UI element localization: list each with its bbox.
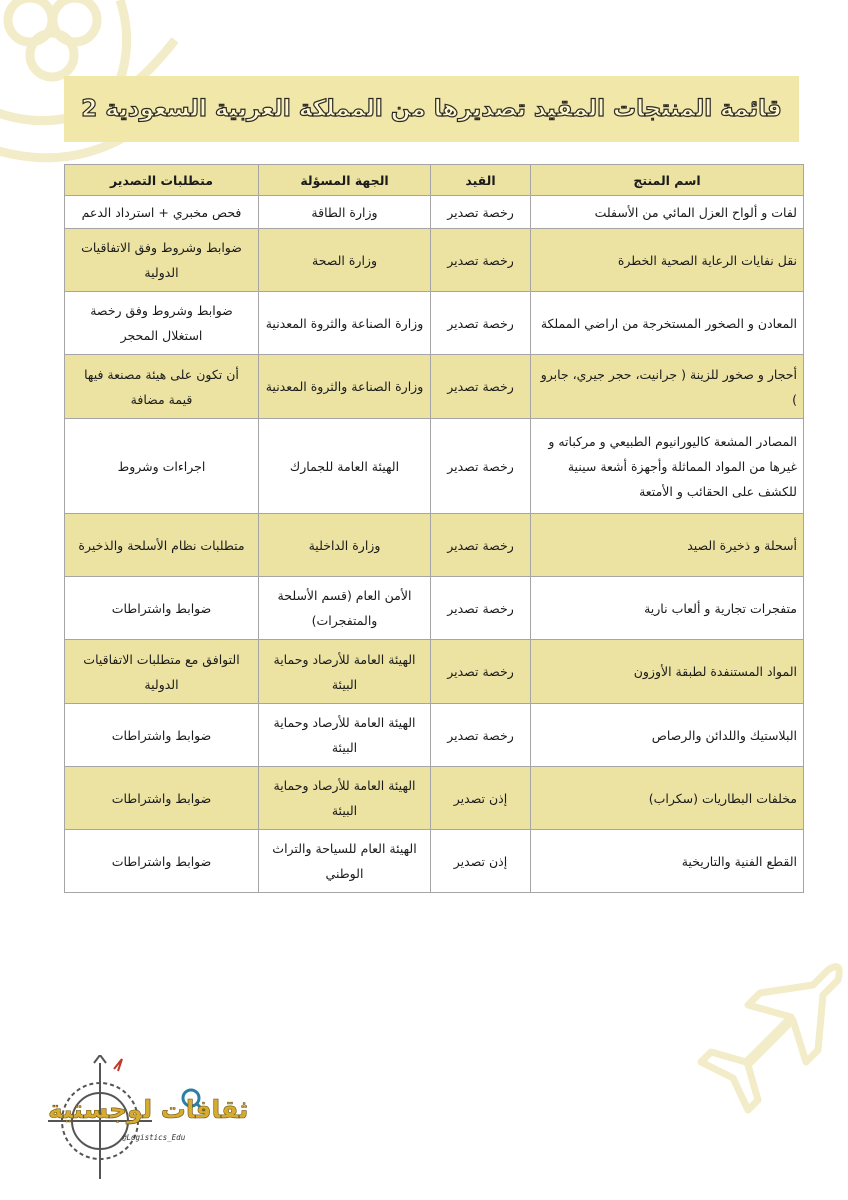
cell-authority: وزارة الصحة <box>259 229 431 292</box>
cell-requirements: متطلبات نظام الأسلحة والذخيرة <box>65 514 259 577</box>
cell-authority: وزارة الداخلية <box>259 514 431 577</box>
cell-product: أحجار و صخور للزينة ( جرانيت، حجر جيري، جابرو ) <box>531 355 804 419</box>
cell-product: البلاستيك واللدائن والرصاص <box>531 704 804 767</box>
table-row <box>65 419 804 514</box>
header-requirements: متطلبات التصدير <box>65 165 259 196</box>
cell-product: المواد المستنفدة لطبقة الأوزون <box>531 640 804 704</box>
cell-requirements: اجراءات وشروط <box>65 419 259 514</box>
cell-product: لفات و ألواح العزل المائي من الأسفلت <box>531 196 804 229</box>
cell-restriction: رخصة تصدير <box>431 292 531 355</box>
header-authority: الجهة المسؤلة <box>259 165 431 196</box>
table-row <box>65 229 804 292</box>
cell-authority: وزارة الصناعة والثروة المعدنية <box>259 355 431 419</box>
cell-requirements: فحص مخبري + استرداد الدعم <box>65 196 259 229</box>
cell-product: المعادن و الصخور المستخرجة من اراضي المملكة <box>531 292 804 355</box>
cell-restriction: رخصة تصدير <box>431 355 531 419</box>
cell-restriction: رخصة تصدير <box>431 577 531 640</box>
cell-authority: الهيئة العامة للجمارك <box>259 419 431 514</box>
table-row <box>65 767 804 830</box>
cell-product: المصادر المشعة كاليورانيوم الطبيعي و مركباته و غيرها من المواد المماثلة وأجهزة أشعة سينية للكشف على الحقائب و الأمتعة <box>531 419 804 514</box>
logo-title: ثقافات لوجستية <box>48 1095 249 1124</box>
table-row <box>65 196 804 229</box>
cell-requirements: ضوابط واشتراطات <box>65 767 259 830</box>
cell-restriction: رخصة تصدير <box>431 196 531 229</box>
cell-requirements: التوافق مع متطلبات الاتفاقيات الدولية <box>65 640 259 704</box>
cell-requirements: ضوابط واشتراطات <box>65 577 259 640</box>
table-header-row <box>65 165 804 196</box>
table-row <box>65 292 804 355</box>
header-restriction: القيد <box>431 165 531 196</box>
cell-restriction: رخصة تصدير <box>431 229 531 292</box>
title-banner <box>64 76 799 142</box>
table-row <box>65 704 804 767</box>
airplane-icon <box>598 950 848 1200</box>
logo-handle: @Logistics_Edu <box>122 1133 186 1142</box>
cell-restriction: إذن تصدير <box>431 767 531 830</box>
cell-requirements: ضوابط واشتراطات <box>65 704 259 767</box>
cell-restriction: رخصة تصدير <box>431 419 531 514</box>
cell-restriction: إذن تصدير <box>431 830 531 893</box>
cell-requirements: ضوابط وشروط وفق رخصة استغلال المحجر <box>65 292 259 355</box>
table-row <box>65 577 804 640</box>
cell-restriction: رخصة تصدير <box>431 514 531 577</box>
table-row <box>65 355 804 419</box>
cell-product: القطع الفنية والتاريخية <box>531 830 804 893</box>
cell-authority: الهيئة العامة للأرصاد وحماية البيئة <box>259 767 431 830</box>
cell-restriction: رخصة تصدير <box>431 640 531 704</box>
cell-product: مخلفات البطاريات (سكراب) <box>531 767 804 830</box>
cell-requirements: أن تكون على هيئة مصنعة فيها قيمة مضافة <box>65 355 259 419</box>
table-row <box>65 514 804 577</box>
restricted-products-table <box>64 164 804 893</box>
page-title: قائمة المنتجات المقيد تصديرها من المملكة العربية السعودية 2 <box>81 96 782 122</box>
header-product: اسم المنتج <box>531 165 804 196</box>
cell-requirements: ضوابط واشتراطات <box>65 830 259 893</box>
cell-restriction: رخصة تصدير <box>431 704 531 767</box>
cell-authority: الهيئة العام للسياحة والتراث الوطني <box>259 830 431 893</box>
cell-authority: وزارة الصناعة والثروة المعدنية <box>259 292 431 355</box>
cell-requirements: ضوابط وشروط وفق الاتفاقيات الدولية <box>65 229 259 292</box>
table-row <box>65 640 804 704</box>
cell-product: نقل نفايات الرعاية الصحية الخطرة <box>531 229 804 292</box>
cell-authority: الهيئة العامة للأرصاد وحماية البيئة <box>259 640 431 704</box>
cell-product: أسحلة و ذخيرة الصيد <box>531 514 804 577</box>
cell-authority: وزارة الطاقة <box>259 196 431 229</box>
table-row <box>65 830 804 893</box>
brand-logo <box>30 1055 260 1185</box>
cell-authority: الهيئة العامة للأرصاد وحماية البيئة <box>259 704 431 767</box>
cell-product: متفجرات تجارية و ألعاب نارية <box>531 577 804 640</box>
cell-authority: الأمن العام (قسم الأسلحة والمتفجرات) <box>259 577 431 640</box>
